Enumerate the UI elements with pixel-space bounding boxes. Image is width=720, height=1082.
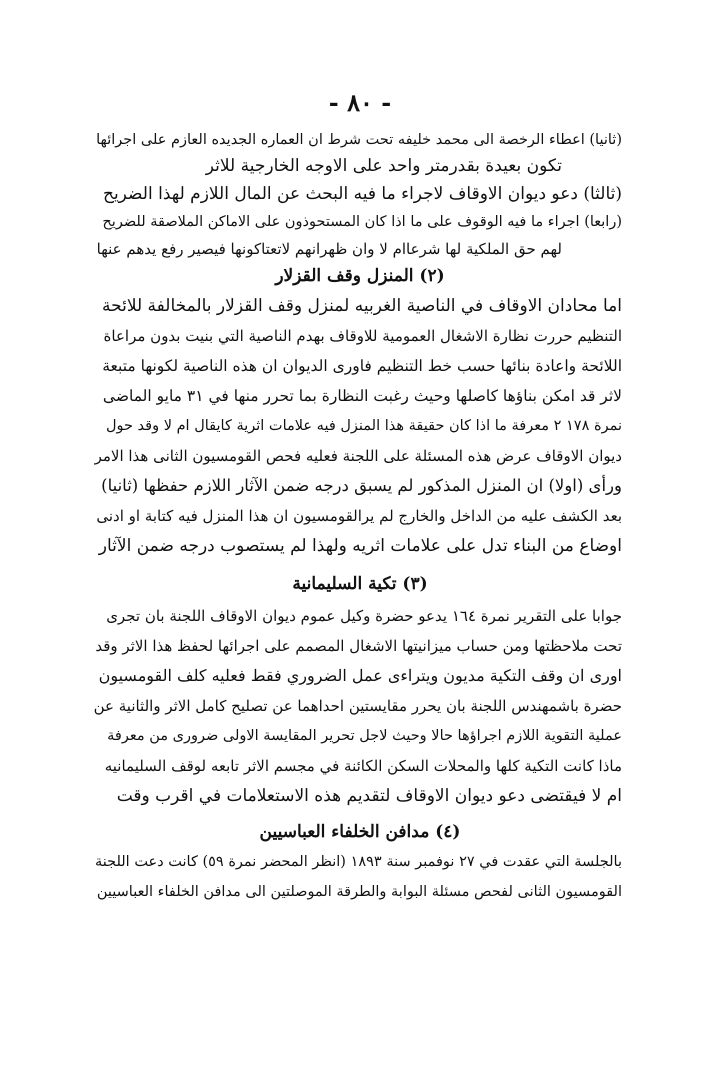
body-line: اللائحة واعادة بنائها حسب خط التنظيم فاورى الديوان ان هذه الناصية لكونها متبعة <box>102 357 622 375</box>
item-line: (ثالثا) دعو ديوان الاوقاف لاجراء ما فيه البحث عن المال اللازم لهذا الضريح <box>102 184 622 204</box>
body-line: القومسيون الثانى لفحص مسئلة البوابة والطرقة الموصلتين الى مدافن الخلفاء العباسيين <box>96 884 622 900</box>
item-line: (رابعا) اجراء ما فيه الوقوف على ما اذا كان المستحوذون على الاماكن الملاصقة للضريح <box>102 214 622 230</box>
body-line: تحت ملاحظتها ومن حساب ميزانيتها الاشغال المصمم على اجرائها لحفظ هذا الاثر وقد <box>95 637 622 655</box>
section-heading-4: (٤) مدافن الخلفاء العباسيين <box>259 822 461 842</box>
item-line: لهم حق الملكية لها شرعاام لا وان ظهرانهم لاتعتاكونها فيصير رفع يدهم عنها <box>96 240 562 258</box>
body-line: حضرة باشمهندس اللجنة بان يحرر مقايستين احداهما عن تصليح كامل الاثر والثانية عن <box>93 697 622 715</box>
body-line: بعد الكشف عليه من الداخل والخارج لم يرالقومسيون ان هذا المنزل فيه كتابة او ادنى <box>96 507 622 525</box>
section-heading-3: (٣) تكية السليمانية <box>292 574 428 594</box>
body-line: بالجلسة التي عقدت في ٢٧ نوفمبر سنة ١٨٩٣ (انظر المحضر نمرة ٥٩) كانت دعت اللجنة <box>94 854 622 870</box>
section-heading-2: (٢) المنزل وقف القزلار <box>275 266 445 286</box>
body-line: جوابا على التقرير نمرة ١٦٤ يدعو حضرة وكيل عموم ديوان الاوقاف اللجنة بان تجرى <box>106 607 622 625</box>
page-number: - ٨٠ - <box>328 88 392 117</box>
body-line: لاثر قد امكن بناؤها كاصلها وحيث رغبت النظارة بما تحرر منها في ٣١ مايو الماضى <box>102 387 622 405</box>
item-line: (ثانيا) اعطاء الرخصة الى محمد خليفه تحت شرط ان العماره الجديده العازم على اجرائها <box>96 132 622 148</box>
body-line: ديوان الاوقاف عرض هذه المسئلة على اللجنة فعليه فحص القومسيون الثانى هذا الامر <box>94 447 622 465</box>
body-line: ام لا فيقتضى دعو ديوان الاوقاف لتقديم هذه الاستعلامات في اقرب وقت <box>116 786 622 806</box>
body-line: اما محادان الاوقاف في الناصية الغربيه لمنزل وقف القزلار بالمخالفة للائحة <box>102 296 622 316</box>
body-line: اوضاع من البناء تدل على علامات اثريه ولهذا لم يستصوب درجه ضمن الآثار <box>98 536 622 556</box>
body-line: ماذا كانت التكية كلها والمحلات السكن الكائنة في مجسم الاثر تابعه لوقف السليمانيه <box>104 757 622 775</box>
body-line: نمرة ١٧٨ ٢ معرفة ما اذا كان حقيقة هذا المنزل فيه علامات اثرية كايقال ام لا وقد حول <box>105 418 622 434</box>
body-line: ورأى (اولا) ان المنزل المذكور لم يسبق درجه ضمن الآثار اللازم حفظها (ثانيا) <box>101 476 622 495</box>
item-line: تكون بعيدة بقدرمتر واحد على الاوجه الخارجية للاثر <box>205 156 562 176</box>
body-line: عملية التقوية اللازم اجراؤها حالا وحيث لاجل تحرير المقايسة الاولى ضرورى من معرفة <box>107 728 622 744</box>
body-line: اورى ان وقف التكية مديون ويتراءى عمل الضروري فقط فعليه كلف القومسيون <box>98 666 622 685</box>
body-line: التنظيم حررت نظارة الاشغال العمومية للاوقاف بهدم الناصية التي بنيت بدون مراعاة <box>103 327 622 345</box>
